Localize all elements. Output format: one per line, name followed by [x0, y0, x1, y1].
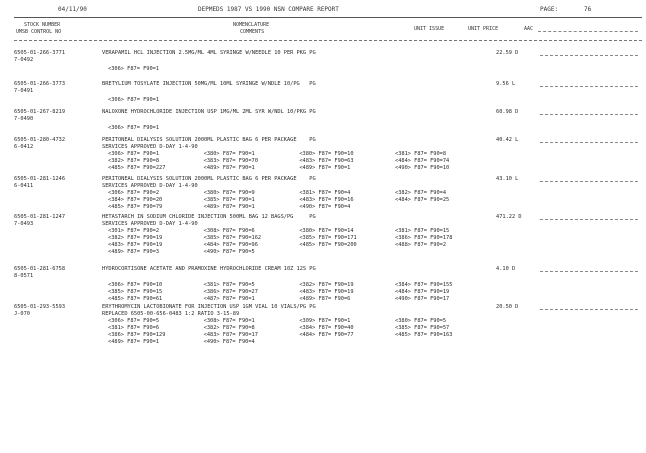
entry-unit-price: 471.22 D [496, 214, 522, 220]
entry-quantity-line: <306> F87= F90=1 [108, 97, 160, 103]
entry-note: REPLACED 6505-00-656-0483 1:2 RATIO 3-15-89 [102, 311, 240, 317]
entry-unit-price: 60.98 D [496, 109, 519, 115]
column-header-rule [14, 40, 642, 41]
entry-description: PERITONEAL DIALYSIS SOLUTION 2000ML PLASTIC BAG 6 PER PACKAGE PG [102, 176, 316, 182]
entry-quantity-line: <483> F87= F90=19 <484> F87= F90=96 <485> F87= F90=200 <488> F87= F90=2 [108, 242, 447, 248]
entry-quantity-line: <385> F87= F90=15 <386> F87= F90=27 <483> F87= F90=19 <484> F87= F90=19 [108, 289, 450, 295]
entry-quantity-line: <485> F87= F90=61 <487> F87= F90=1 <489> F87= F90=6 <490> F87= F90=17 [108, 296, 450, 302]
entry-quantity-line: <306> F87= F90=10 <381> F87= F90=5 <382> F87= F90=19 <384> F87= F90=155 [108, 282, 453, 288]
entry-quantity-line: <306> F87= F90=1 [108, 125, 160, 131]
entry-quantity-line: <485> F87= F90=79 <489> F87= F90=1 <490> F87= F90=4 [108, 204, 351, 210]
entry-quantity-line: <485> F87= F90=227 <489> F87= F90=1 <489> F87= F90=1 <490> F87= F90=10 [108, 165, 450, 171]
entry-quantity-line: <306> F87= F90=1 <380> F87= F90=1 <380> F87= F90=10 <381> F87= F90=8 [108, 151, 447, 157]
entry-unit-price: 9.56 L [496, 81, 516, 87]
entry-unit-price: 40.42 L [496, 137, 519, 143]
entry-quantity-line: <386> F87= F90=129 <483> F87= F90=17 <484> F87= F90=77 <485> F87= F90=163 [108, 332, 453, 338]
entry-note: SERVICES APPROVED D-DAY 1-4-90 [102, 221, 198, 227]
entry-unit-price: 20.50 D [496, 304, 519, 310]
report-date: 04/11/90 [58, 6, 87, 13]
entry-nsn: 6505-01-281-6758 [14, 266, 66, 272]
entry-description: NALOXONE HYDROCHLORIDE INJECTION USP 1MG/ML 2ML SYR W/NDL 10/PKG PG [102, 109, 316, 115]
column-comments: COMMENTS [240, 29, 265, 35]
entry-quantity-line: <301> F87= F90=2 <308> F87= F90=6 <380> F87= F90=14 <381> F87= F90=15 [108, 228, 450, 234]
entry-quantity-line: <489> F87= F90=1 <490> F87= F90=4 [108, 339, 255, 345]
column-unit-issue: UNIT ISSUE [414, 26, 445, 32]
header-rule [14, 17, 642, 18]
entry-aac-line [540, 309, 638, 310]
entry-aac-line [540, 219, 638, 220]
entry-control-number: 6-0411 [14, 183, 34, 189]
entry-aac-line [540, 181, 638, 182]
entry-quantity-line: <382> F87= F90=19 <385> F87= F90=162 <385> F87= F90=171 <386> F87= F90=178 [108, 235, 453, 241]
column-nomenclature: NOMENCLATURE [233, 22, 270, 28]
entry-nsn: 6505-01-266-3771 [14, 50, 66, 56]
entry-aac-line [540, 86, 638, 87]
entry-nsn: 6505-01-280-4732 [14, 137, 66, 143]
entry-description: HETASTARCH IN SODIUM CHLORIDE INJECTION 500ML BAG 12 BAGS/PG PG [102, 214, 316, 220]
entry-aac-line [540, 271, 638, 272]
entry-quantity-line: <382> F87= F90=8 <383> F87= F90=70 <483> F87= F90=63 <484> F87= F90=74 [108, 158, 450, 164]
entry-nsn: 6505-01-281-1247 [14, 214, 66, 220]
entry-quantity-line: <306> F87= F90=5 <308> F87= F90=1 <309> F87= F90=1 <380> F87= F90=5 [108, 318, 447, 324]
entry-nsn: 6505-01-293-5593 [14, 304, 66, 310]
entry-unit-price: 4.10 D [496, 266, 516, 272]
entry-description: ERYTHROMYCIN LACTOBIONATE FOR INJECTION USP 1GM VIAL 10 VIALS/PG PG [102, 304, 316, 310]
page-number: 76 [584, 6, 592, 13]
entry-control-number: 8-0571 [14, 273, 34, 279]
entry-aac-line [540, 142, 638, 143]
column-umsb-control: UMSB CONTROL NO [16, 29, 62, 35]
entry-nsn: 6505-01-267-8219 [14, 109, 66, 115]
entry-control-number: 6-0412 [14, 144, 34, 150]
entry-control-number: 7-0493 [14, 221, 34, 227]
entry-quantity-line: <384> F87= F90=20 <385> F87= F90=1 <483> F87= F90=16 <484> F87= F90=25 [108, 197, 450, 203]
column-unit-price: UNIT PRICE [468, 26, 499, 32]
entry-control-number: 7-0492 [14, 57, 34, 63]
entry-description: VERAPAMIL HCL INJECTION 2.5MG/ML 4ML SYRINGE W/NEEDLE 10 PER PKG PG [102, 50, 316, 56]
column-stock-number: STOCK NUMBER [24, 22, 61, 28]
entry-description: BRETYLIUM TOSYLATE INJECTION 50MG/ML 10ML SYRINGE W/NDLE 10/PG PG [102, 81, 316, 87]
entry-unit-price: 43.10 L [496, 176, 519, 182]
entry-description: PERITONEAL DIALYSIS SOLUTION 2000ML PLASTIC BAG 6 PER PACKAGE PG [102, 137, 316, 143]
page-label: PAGE: [540, 6, 559, 13]
entry-note: SERVICES APPROVED D-DAY 1-4-90 [102, 183, 198, 189]
entry-control-number: 7-0491 [14, 88, 34, 94]
entry-control-number: 7-0490 [14, 116, 34, 122]
report-title: DEPMEDS 1987 VS 1990 NSN COMPARE REPORT [198, 6, 339, 13]
column-aac: AAC [524, 26, 534, 32]
entry-nsn: 6505-01-266-3773 [14, 81, 66, 87]
entry-unit-price: 22.59 D [496, 50, 519, 56]
entry-nsn: 6505-01-281-1246 [14, 176, 66, 182]
entry-quantity-line: <306> F87= F90=1 [108, 66, 160, 72]
entry-quantity-line: <306> F87= F90=2 <380> F87= F90=9 <381> F87= F90=4 <382> F87= F90=4 [108, 190, 447, 196]
entry-note: SERVICES APPROVED D-DAY 1-4-90 [102, 144, 198, 150]
entry-aac-line [540, 55, 638, 56]
entry-quantity-line: <381> F87= F90=6 <382> F87= F90=8 <384> F87= F90=40 <385> F87= F90=57 [108, 325, 450, 331]
entry-aac-line [540, 114, 638, 115]
entry-control-number: J-070 [14, 311, 30, 317]
column-aac-underline [538, 31, 638, 32]
entry-quantity-line: <489> F87= F90=3 <490> F87= F90=5 [108, 249, 255, 255]
entry-description: HYDROCORTISONE ACETATE AND PRAMOXINE HYDROCHLORIDE CREAM 10Z 12S PG [102, 266, 316, 272]
